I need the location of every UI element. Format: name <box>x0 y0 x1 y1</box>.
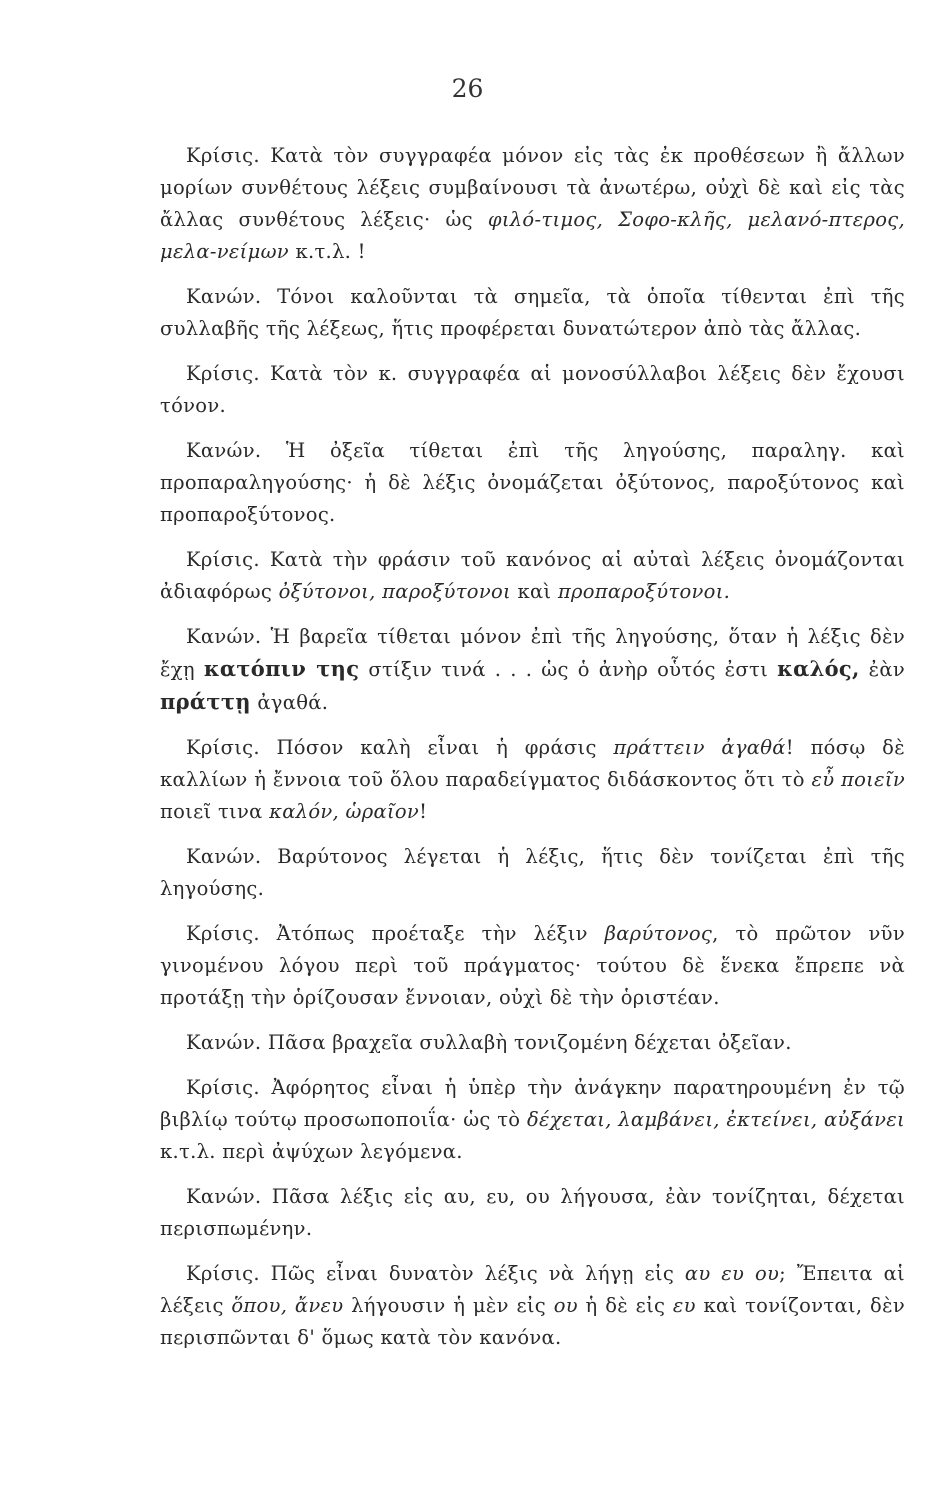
text-segment: Κρίσις. Κατὰ τὸν κ. συγγραφέα αἱ μονοσύλλαβοι λέξεις δὲν ἔχουσι τόνον. <box>160 362 905 417</box>
paragraph <box>160 1181 905 1245</box>
text-segment: Κρίσις. Κατὰ τὴν φράσιν τοῦ κανόνος αἱ αὐταὶ λέξεις ὀνομάζονται ἀδιαφόρως <box>160 548 905 603</box>
italic-text: φιλό-τιμος, Σοφο-κλῆς, μελανό-πτερος, μελα-νείμων <box>160 208 905 263</box>
text-segment: ! <box>419 800 428 823</box>
bold-text: κατόπιν της <box>203 656 360 681</box>
italic-text: βαρύτονος <box>604 922 713 945</box>
paragraph <box>160 140 905 268</box>
paragraph <box>160 358 905 422</box>
paragraph <box>160 435 905 531</box>
italic-text: ου <box>553 1294 578 1317</box>
text-segment: Κανών. Τόνοι καλοῦνται τὰ σημεῖα, τὰ ὁποῖα τίθενται ἐπὶ τῆς συλλαβῆς τῆς λέξεως, ἥτις προφέρεται δυνατώτερον ἀπὸ τὰς ἄλλας. <box>160 285 905 340</box>
paragraph <box>160 1258 905 1354</box>
paragraph <box>160 918 905 1014</box>
text-segment: Κρίσις. Κατὰ τὸν συγγραφέα μόνον εἰς τὰς ἐκ προθέσεων ἢ ἄλλων μορίων συνθέτους λέξεις συμβαίνουσι τὰ ἀνωτέρω, οὐχὶ δὲ καὶ εἰς τὰς ἄλλας συνθέτους λέξεις· ὡς <box>160 144 905 231</box>
bold-text: καλός, <box>777 656 860 681</box>
italic-text: ὅπου, ἄνευ <box>231 1294 344 1317</box>
text-segment: Κανών. Βαρύτονος λέγεται ἡ λέξις, ἥτις δὲν τονίζεται ἐπὶ τῆς ληγούσης. <box>160 845 905 900</box>
paragraph <box>160 281 905 345</box>
text-segment: καὶ <box>510 580 558 603</box>
text-segment: ἡ δὲ εἰς <box>577 1294 673 1317</box>
text-segment: κ.τ.λ. ! <box>288 240 366 263</box>
text-segment: Κανών. Πᾶσα βραχεῖα συλλαβὴ τονιζομένη δέχεται ὀξεῖαν. <box>186 1031 792 1054</box>
italic-text: εὖ ποιεῖν <box>811 768 905 791</box>
text-segment: κ.τ.λ. περὶ ἀψύχων λεγόμενα. <box>160 1140 463 1163</box>
text-segment: Κανών. Ἡ ὀξεῖα τίθεται ἐπὶ τῆς ληγούσης, παραληγ. καὶ προπαραληγούσης· ἡ δὲ λέξις ὀνομάζεται ὀξύτονος, παροξύτονος καὶ προπαροξύτονος. <box>160 439 905 526</box>
paragraph <box>160 621 905 719</box>
paragraph <box>160 732 905 828</box>
text-segment: Κρίσις. Ἀφόρητος εἶναι ἡ ὑπὲρ τὴν ἀνάγκην παρατηρουμένη ἐν τῷ βιβλίῳ τούτῳ προσωποποιΐα· ὡς τὸ <box>160 1076 905 1131</box>
paragraph <box>160 1027 905 1059</box>
italic-text: προπαροξύτονοι. <box>557 580 731 603</box>
paragraph <box>160 1072 905 1168</box>
italic-text: πράττειν ἀγαθά <box>613 736 786 759</box>
italic-text: ὀξύτονοι, παροξύτονοι <box>278 580 511 603</box>
text-segment: ἐὰν <box>859 658 906 681</box>
text-segment: ποιεῖ τινα <box>160 800 270 823</box>
text-segment: στίξιν τινά . . . ὡς ὁ ἀνὴρ οὗτός ἐστι <box>359 658 778 681</box>
text-segment: Κρίσις. Πόσον καλὴ εἶναι ἡ φράσις <box>186 736 614 759</box>
bold-text: πράττῃ <box>160 689 251 714</box>
text-segment: , τὸ πρῶτον νῦν γινομένου λόγου περὶ τοῦ πράγματος· τούτου δὲ ἕνεκα ἔπρεπε νὰ προτάξῃ τὴν ὁρίζουσαν ἔννοιαν, οὐχὶ δὲ τὴν ὁριστέαν. <box>160 922 905 1009</box>
italic-text: καλόν, ὡραῖον <box>269 800 420 823</box>
text-segment: Κανών. Πᾶσα λέξις εἰς αυ, ευ, ου λήγουσα, ἐὰν τονίζηται, δέχεται περισπωμένην. <box>160 1185 905 1240</box>
paragraph <box>160 544 905 608</box>
text-segment: καὶ τονίζονται, δὲν περισπῶνται δ' ὅμως κατὰ τὸν κανόνα. <box>160 1294 905 1349</box>
italic-text: δέχεται, λαμβάνει, ἐκτείνει, αὐξάνει <box>526 1108 905 1131</box>
text-segment: Κρίσις. Ἀτόπως προέταξε τὴν λέξιν <box>186 922 605 945</box>
text-segment: Κανών. Ἡ βαρεῖα τίθεται μόνον ἐπὶ τῆς ληγούσης, ὅταν ἡ λέξις δὲν ἔχῃ <box>160 625 905 681</box>
text-segment: Κρίσις. Πῶς εἶναι δυνατὸν λέξις νὰ λήγῃ εἰς <box>186 1262 685 1285</box>
italic-text: ευ <box>672 1294 696 1317</box>
text-segment: λήγουσιν ἡ μὲν εἰς <box>343 1294 554 1317</box>
text-segment: ἀγαθά. <box>250 691 329 714</box>
paragraph <box>160 841 905 905</box>
text-segment: ! πόσῳ δὲ καλλίων ἡ ἔννοια τοῦ ὅλου παραδείγματος διδάσκοντος ὅτι τὸ <box>160 736 905 791</box>
body-text <box>160 140 905 1367</box>
text-segment: ; Ἔπειτα αἱ λέξεις <box>160 1262 905 1317</box>
page-number: 26 <box>451 74 484 103</box>
italic-text: αυ ευ ου <box>684 1262 780 1285</box>
